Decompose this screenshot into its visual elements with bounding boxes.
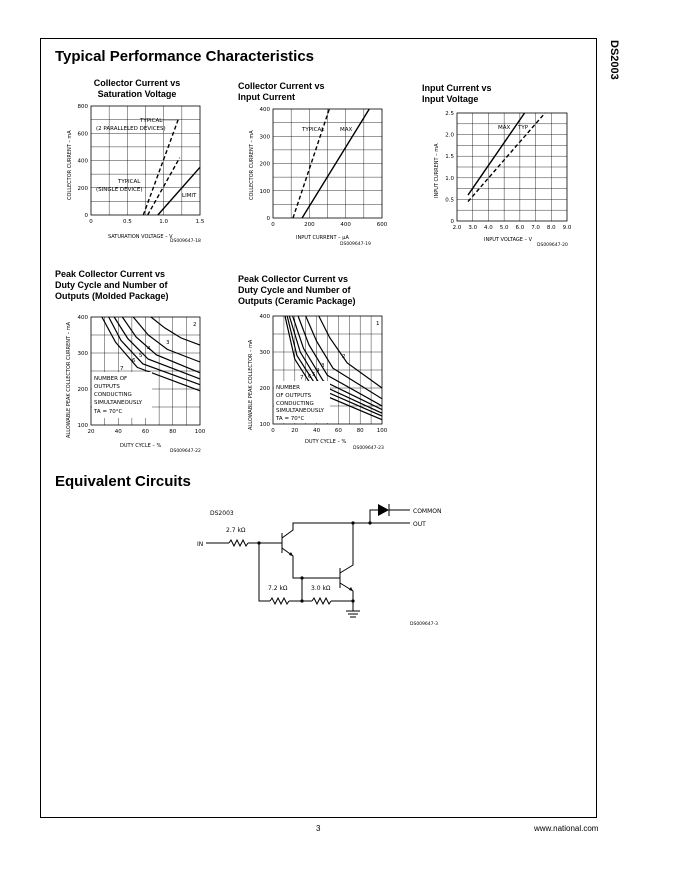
node-r2-r3 [300, 599, 303, 602]
chart5-ytick: 100 [259, 422, 270, 428]
side-part-number: DS2003 [608, 40, 620, 80]
chart2-anno-typical: TYPICAL [302, 127, 325, 133]
chart1-anno-typical-2: TYPICAL [140, 118, 163, 124]
chart4-title-line1: Peak Collector Current vs [55, 269, 166, 279]
chart4-ytick: 200 [77, 387, 88, 393]
chart5-note-line5: TA = 70°C [276, 416, 305, 422]
wire-common [389, 504, 410, 516]
chart1-ylabel: COLLECTOR CURRENT – mA [67, 130, 73, 200]
chart3-xlabel: INPUT VOLTAGE – V [484, 237, 533, 243]
circuit-code: DS009647-3 [410, 622, 438, 627]
chart1-anno-typical-1: TYPICAL [118, 179, 141, 185]
chart5-xtick: 0 [271, 428, 275, 434]
chart1-ytick: 800 [77, 104, 88, 110]
chart2-xtick: 400 [340, 222, 351, 228]
chart5-note-line3: CONDUCTING [276, 401, 314, 407]
node-emitter-q1 [300, 576, 303, 579]
chart4-note-line5: TA = 70°C [94, 409, 123, 415]
chart5-curve-label-4: 4 [316, 368, 320, 374]
resistor-r1-label: 2.7 kΩ [226, 527, 246, 534]
chart1-xtick: 0.5 [122, 219, 132, 225]
out-label: OUT [413, 521, 426, 528]
chart4-curve-label-4: 4 [147, 346, 151, 352]
chart2-xtick: 0 [271, 222, 275, 228]
chart5-note-line2: OF OUTPUTS [276, 393, 312, 399]
chart5-note-line1: NUMBER [276, 385, 300, 391]
circuits-heading: Equivalent Circuits [55, 473, 191, 490]
chart3-ylabel: INPUT CURRENT – mA [434, 143, 440, 198]
chart2-ytick: 200 [259, 161, 270, 168]
chart4-curve-label-7: 7 [120, 366, 124, 372]
node-diode [368, 521, 371, 524]
chart2-ytick: 400 [259, 107, 270, 113]
resistor-r2 [270, 598, 289, 604]
resistor-r3-label: 3.0 kΩ [311, 585, 331, 592]
chart1-title-line2: Saturation Voltage [97, 89, 177, 99]
chart3-xtick: 4.0 [484, 225, 493, 231]
chart1-ytick: 0 [84, 213, 88, 219]
chart4-note-line4: SIMULTANEOUSLY [94, 400, 143, 406]
circuit-in-label: IN [197, 541, 204, 548]
performance-heading: Typical Performance Characteristics [55, 48, 315, 65]
chart3-xtick: 9.0 [562, 225, 572, 231]
chart4-title-line2: Duty Cycle and Number of [55, 280, 168, 290]
chart3-ytick: 1.5 [445, 154, 454, 161]
chart4-curve-label-2: 2 [193, 322, 197, 328]
chart5-xtick: 80 [356, 428, 364, 434]
common-label: COMMON [413, 508, 442, 515]
chart1-ytick: 400 [77, 158, 88, 165]
chart2-ytick: 300 [259, 134, 270, 141]
chart1-ytick: 200 [77, 185, 88, 192]
chart5-curve-label-6: 6 [308, 374, 312, 380]
chart2-code: DS009647-19 [340, 242, 371, 247]
wire-r2-left [259, 543, 270, 601]
chart3-xtick: 7.0 [531, 225, 540, 231]
chart4-ytick: 300 [77, 351, 88, 357]
chart4-xtick: 60 [142, 429, 149, 435]
transistor-q2-collector [340, 523, 353, 573]
chart1-title-line1: Collector Current vs [93, 78, 181, 88]
chart5-curve-label-7: 7 [300, 375, 304, 381]
chart5-xtick: 60 [334, 428, 342, 434]
chart2-anno-max: MAX [340, 127, 353, 133]
wire-to-diode [370, 510, 378, 523]
chart1-xtick: 1.0 [159, 219, 169, 225]
chart1-anno-limit: LIMIT [182, 193, 197, 199]
chart5-xtick: 20 [291, 428, 299, 434]
chart2-xtick: 600 [376, 222, 388, 228]
page-number: 3 [316, 824, 321, 833]
diode-icon [378, 504, 389, 516]
chart5-ytick: 400 [259, 314, 270, 320]
chart1-anno-single: (SINGLE DEVICE) [96, 187, 143, 193]
chart3-xtick: 3.0 [468, 225, 478, 231]
chart1-xtick: 1.5 [195, 219, 205, 225]
chart4-note-line1: NUMBER OF [94, 376, 128, 382]
chart5-curve-label-3: 3 [321, 363, 325, 369]
chart3-ytick: 2.0 [445, 132, 454, 139]
chart3-code: DS009647-20 [537, 243, 568, 248]
ground-symbol [346, 611, 360, 617]
chart4-note-line2: OUTPUTS [94, 384, 120, 390]
chart4-ytick: 400 [77, 315, 88, 321]
chart1-ytick: 600 [77, 131, 88, 138]
chart4-ylabel: ALLOWABLE PEAK COLLECTOR CURRENT – mA [66, 322, 72, 438]
chart3-ytick: 0 [450, 219, 454, 225]
circuit-label: DS2003 [210, 510, 234, 517]
chart2-title-line1: Collector Current vs [238, 81, 325, 91]
wire-q1-q2 [293, 563, 340, 578]
chart5-xlabel: DUTY CYCLE – % [305, 439, 347, 445]
chart5-title-line2: Duty Cycle and Number of [238, 285, 351, 295]
chart3-xtick: 8.0 [546, 225, 556, 231]
resistor-r3 [312, 598, 331, 604]
chart3-ytick: 2.5 [445, 111, 454, 117]
chart5-ytick: 200 [259, 386, 270, 392]
resistor-r2-label: 7.2 kΩ [268, 585, 288, 592]
chart4-xtick: 100 [194, 429, 206, 435]
chart1-anno-paralleled: (2 PARALLELED DEVICES) [96, 126, 166, 132]
chart5-curve-label-5: 5 [312, 372, 316, 378]
chart3-title-line1: Input Current vs [422, 83, 492, 93]
chart5-xtick: 40 [313, 428, 321, 434]
chart3-ytick: 1.0 [445, 175, 454, 182]
chart2-ytick: 0 [266, 216, 270, 222]
chart3-anno-max: MAX [498, 125, 511, 131]
chart5-curve-label-1: 1 [376, 321, 380, 327]
chart1-xtick: 0 [89, 219, 93, 225]
footer-url: www.national.com [534, 824, 599, 833]
chart1-xlabel: SATURATION VOLTAGE – V [108, 234, 173, 240]
chart4-curve-label-3: 3 [166, 340, 170, 346]
chart3-title-line2: Input Voltage [422, 94, 479, 104]
chart2-ylabel: COLLECTOR CURRENT – mA [249, 130, 255, 200]
chart2-title-line2: Input Current [238, 92, 295, 102]
chart5-curve-label-2: 2 [342, 354, 346, 360]
chart5-ytick: 300 [259, 350, 270, 356]
transistor-q1-collector [282, 523, 353, 538]
chart3-xtick: 6.0 [515, 225, 525, 231]
chart5-code: DS009647-23 [353, 446, 384, 451]
chart2-ytick: 100 [259, 188, 270, 195]
chart4-title-line3: Outputs (Molded Package) [55, 291, 169, 301]
chart5-title-line3: Outputs (Ceramic Package) [238, 296, 356, 306]
resistor-r1 [229, 540, 248, 546]
chart3-xtick: 5.0 [499, 225, 509, 231]
chart5-title-line1: Peak Collector Current vs [238, 274, 349, 284]
chart4-xtick: 80 [169, 429, 177, 435]
chart3-ytick: 0.5 [445, 197, 454, 204]
chart5-xtick: 100 [376, 428, 388, 434]
chart5-note-line4: SIMULTANEOUSLY [276, 408, 325, 414]
chart5-ylabel: ALLOWABLE PEAK COLLECTOR – mA [248, 339, 254, 430]
chart1-code: DS009647-18 [170, 239, 201, 244]
chart4-code: DS009647-22 [170, 449, 201, 454]
chart4-ytick: 100 [77, 423, 88, 429]
node-ground [351, 599, 354, 602]
chart4-xlabel: DUTY CYCLE – % [120, 443, 162, 449]
chart2-xlabel: INPUT CURRENT – μA [296, 235, 349, 241]
chart4-curve-label-5: 5 [139, 353, 143, 359]
chart3-xtick: 2.0 [452, 225, 462, 231]
chart4-xtick: 20 [87, 429, 95, 435]
chart4-xtick: 40 [114, 429, 122, 435]
chart3-anno-typ: TYP [518, 125, 529, 131]
chart2-xtick: 200 [304, 222, 315, 228]
chart4-note-line3: CONDUCTING [94, 392, 132, 398]
chart4-curve-label-6: 6 [132, 358, 136, 364]
